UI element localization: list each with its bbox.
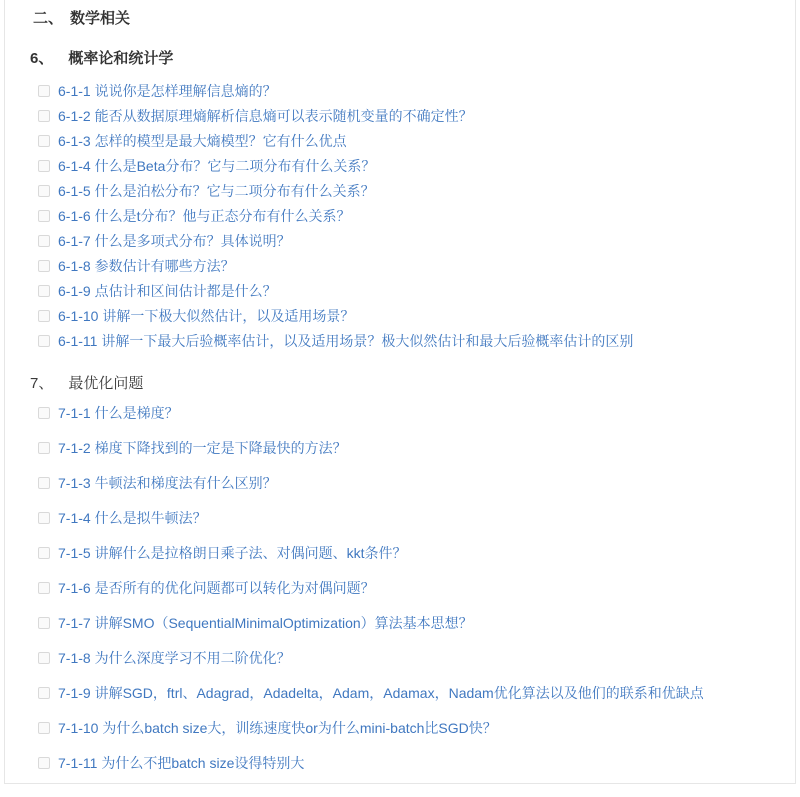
task-item — [38, 710, 785, 745]
question-link[interactable]: 7-1-9 讲解SGD，ftrl、Adagrad，Adadelta，Adam，Adamax，Nadam优化算法以及他们的联系和优缺点 — [58, 684, 704, 701]
task-checkbox-icon — [38, 722, 50, 734]
task-item — [38, 153, 785, 178]
task-checkbox-icon — [38, 235, 50, 247]
task-item — [38, 303, 785, 328]
task-item — [38, 430, 785, 465]
task-item — [38, 605, 785, 640]
page-title — [33, 10, 785, 28]
task-list — [30, 395, 785, 780]
task-item — [38, 535, 785, 570]
task-checkbox-icon — [38, 757, 50, 769]
task-checkbox-icon — [38, 210, 50, 222]
task-checkbox-icon — [38, 285, 50, 297]
question-link[interactable]: 7-1-7 讲解SMO（SequentialMinimalOptimization）算法基本思想？ — [58, 614, 473, 631]
question-link[interactable]: 6-1-11 讲解一下最大后验概率估计，以及适用场景？极大似然估计和最大后验概率估计的区别 — [58, 332, 634, 349]
question-link[interactable]: 7-1-11 为什么不把batch size设得特别大 — [58, 754, 305, 771]
task-checkbox-icon — [38, 310, 50, 322]
task-item — [38, 103, 785, 128]
section-number: 6、 — [30, 50, 54, 67]
task-item — [38, 253, 785, 278]
task-item — [38, 640, 785, 675]
task-list — [30, 78, 785, 353]
section-title: 概率论和统计学 — [68, 50, 174, 67]
question-link[interactable]: 6-1-9 点估计和区间估计都是什么？ — [58, 282, 277, 299]
task-checkbox-icon — [38, 617, 50, 629]
task-checkbox-icon — [38, 652, 50, 664]
question-link[interactable]: 7-1-5 讲解什么是拉格朗日乘子法、对偶问题、kkt条件？ — [58, 544, 407, 561]
question-link[interactable]: 6-1-1 说说你是怎样理解信息熵的？ — [58, 82, 277, 99]
section-heading — [30, 50, 785, 68]
task-checkbox-icon — [38, 110, 50, 122]
question-link[interactable]: 7-1-10 为什么batch size大，训练速度快or为什么mini-batch比SGD快？ — [58, 719, 497, 736]
task-checkbox-icon — [38, 260, 50, 272]
task-checkbox-icon — [38, 160, 50, 172]
page-title-number: 二、 — [33, 10, 64, 27]
sections-container — [30, 50, 785, 780]
question-link[interactable]: 7-1-4 什么是拟牛顿法？ — [58, 509, 207, 526]
question-link[interactable]: 7-1-6 是否所有的优化问题都可以转化为对偶问题？ — [58, 579, 375, 596]
task-item — [38, 178, 785, 203]
question-link[interactable]: 7-1-1 什么是梯度？ — [58, 404, 179, 421]
question-link[interactable]: 6-1-6 什么是t分布？他与正态分布有什么关系？ — [58, 207, 351, 224]
task-item — [38, 278, 785, 303]
question-link[interactable]: 6-1-7 什么是多项式分布？具体说明？ — [58, 232, 291, 249]
question-link[interactable]: 7-1-2 梯度下降找到的一定是下降最快的方法？ — [58, 439, 347, 456]
question-link[interactable]: 7-1-3 牛顿法和梯度法有什么区别？ — [58, 474, 277, 491]
task-checkbox-icon — [38, 185, 50, 197]
task-checkbox-icon — [38, 687, 50, 699]
task-item — [38, 570, 785, 605]
task-item — [38, 228, 785, 253]
question-link[interactable]: 6-1-3 怎样的模型是最大熵模型？它有什么优点 — [58, 132, 347, 149]
task-checkbox-icon — [38, 407, 50, 419]
task-item — [38, 395, 785, 430]
task-checkbox-icon — [38, 442, 50, 454]
task-checkbox-icon — [38, 335, 50, 347]
task-checkbox-icon — [38, 512, 50, 524]
task-item — [38, 465, 785, 500]
question-link[interactable]: 6-1-2 能否从数据原理熵解析信息熵可以表示随机变量的不确定性？ — [58, 107, 473, 124]
task-item — [38, 78, 785, 103]
question-link[interactable]: 7-1-8 为什么深度学习不用二阶优化？ — [58, 649, 291, 666]
task-item — [38, 328, 785, 353]
task-checkbox-icon — [38, 582, 50, 594]
task-checkbox-icon — [38, 477, 50, 489]
section-number: 7、 — [30, 375, 54, 392]
question-link[interactable]: 6-1-4 什么是Beta分布？它与二项分布有什么关系？ — [58, 157, 376, 174]
question-link[interactable]: 6-1-8 参数估计有哪些方法？ — [58, 257, 235, 274]
task-item — [38, 500, 785, 535]
section-title: 最优化问题 — [68, 375, 144, 392]
task-checkbox-icon — [38, 135, 50, 147]
readme-container — [4, 0, 796, 784]
task-item — [38, 675, 785, 710]
section-heading — [30, 375, 785, 393]
question-section — [30, 375, 785, 780]
task-item — [38, 203, 785, 228]
task-item — [38, 745, 785, 780]
task-checkbox-icon — [38, 547, 50, 559]
task-item — [38, 128, 785, 153]
task-checkbox-icon — [38, 85, 50, 97]
page-title-text: 数学相关 — [70, 10, 131, 27]
question-section — [30, 50, 785, 353]
question-link[interactable]: 6-1-10 讲解一下极大似然估计，以及适用场景？ — [58, 307, 355, 324]
question-link[interactable]: 6-1-5 什么是泊松分布？它与二项分布有什么关系？ — [58, 182, 375, 199]
